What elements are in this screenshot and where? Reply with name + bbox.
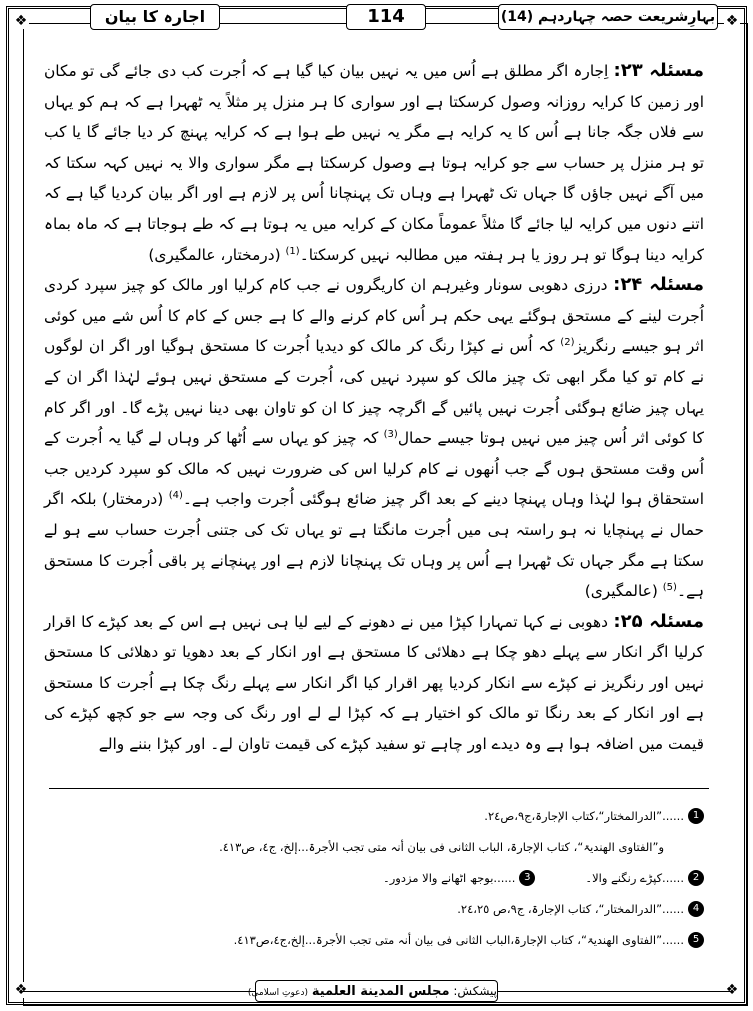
- footnote-item: [44, 831, 704, 862]
- footnote-ref: (4): [168, 490, 183, 502]
- masala-text: دھوبی نے کہا تمہارا کپڑا میں نے دھونے کے لیے لیا ہی نہیں ہے اس کے بعد کپڑے کا اقرار کرلیا اگر انکار سے پہلے دھو چکا ہے دھلائی کا مستحق ہے اور انکار کے بعد دھویا تو دھلائی کا مستحق نہیں اور رنگریز نے کپڑے سے انکار کردیا پھر اقرار کیا اگر انکار سے پہلے رنگ چکا ہے اُجرت کا مستحق ہے اور انکار کے بعد رنگا تو مالک کو اختیار ہے کہ کپڑا لے لے اور رنگ کی وجہ سے جو کچھ کپڑے کی قیمت میں اضافہ ہوا ہے وہ دیدے اور چاہے تو سفید کپڑے کی قیمت تاوان لے۔ اور کپڑا بننے والے: [44, 612, 704, 754]
- footnote-item: [44, 862, 704, 893]
- footnote-ref: (3): [383, 429, 398, 440]
- masala-label: مسئلہ ۲۴:: [613, 274, 704, 296]
- corner-ornament-icon: ❖: [14, 982, 28, 998]
- masala-text: درزی دھوبی سونار وغیرہم ان کاریگروں نے جب کام کرلیا اور مالک کو چیز سپرد کردی اُجرت لینے کے مستحق ہوگئے یہی حکم ہر اُس کام کرنے والے کا ہے جس کے کام کا اُس شے میں کوئی اثر ہو جیسے رنگریز: [44, 276, 704, 356]
- footnote-text: ......”الفتاوی الھندیۃ“، کتاب الإجارۃ،الباب الثانی فی بیان أنہ متی تجب الأجرۃ...إلخ،ج٤،ص٤١٣.: [233, 932, 684, 947]
- footnote-number: 2: [688, 870, 704, 886]
- footnote-number: 5: [688, 932, 704, 948]
- source-citation: (درمختار، عالمگیری): [148, 245, 281, 264]
- source-citation: (عالمگیری): [584, 582, 658, 601]
- page-number: 114: [346, 4, 426, 30]
- publisher-prefix: پیشکش:: [453, 984, 497, 998]
- masala-24: [44, 270, 704, 607]
- masala-25: [44, 607, 704, 760]
- footnote-item: [44, 893, 704, 924]
- masala-label: مسئلہ ۲۳:: [613, 60, 704, 81]
- footnotes: [44, 800, 704, 955]
- footnote-text: و”الفتاوی الھندیۃ“، کتاب الإجارۃ، الباب الثانی فی بیان أنہ متی تجب الأجرۃ...إلخ، ج٤، ص٤١٣.: [219, 839, 664, 854]
- footnote-number: 4: [688, 901, 704, 917]
- publisher-box: [247, 980, 498, 1002]
- page-header: [28, 4, 726, 32]
- corner-ornament-icon: ❖: [725, 982, 739, 998]
- footnote-ref: (1): [285, 245, 300, 257]
- corner-ornament-icon: ❖: [725, 13, 739, 29]
- page-footer: [0, 980, 753, 1004]
- publisher-name: مجلس المدينة العلمية: [311, 984, 450, 999]
- footnote-item: [44, 800, 704, 831]
- chapter-title: اجارہ کا بیان: [90, 4, 220, 30]
- footnote-number: 1: [688, 808, 704, 824]
- main-text: [44, 56, 704, 786]
- footnote-ref: (5): [662, 581, 677, 593]
- footnote-text: ......”الدرالمختار“، کتاب الإجارۃ، ج۹،ص ۲٤،۲٥.: [457, 901, 684, 916]
- footnote-number: 3: [519, 870, 535, 886]
- masala-23: [44, 56, 704, 270]
- corner-ornament-icon: ❖: [14, 13, 28, 29]
- masala-text: کہ اُس نے کپڑا رنگ کر مالک کو دیدیا اُجرت کا مستحق ہوگیا اور اگر ان لوگوں نے کام تو کیا مگر ابھی تک چیز مالک کو سپرد نہیں کی، اُجرت کے مستحق نہیں ہوئے لہٰذا اگر ان کے یہاں چیز ضائع ہوگئی اُجرت نہیں پائیں گے اگرچہ چیز کا ان کو تاوان بھی دینا نہیں پڑے گا۔ اور اگر کام کا کوئی اثر اُس چیز میں نہیں ہوتا جیسے حمال: [44, 337, 704, 448]
- masala-text: کہ چیز کو یہاں سے اُٹھا کر وہاں لے گیا یہ اُجرت کے اُس وقت مستحق ہوں گے جب اُنھوں نے کام کرلیا اس کی ضرورت نہیں کہ مالک کو سپرد کردیں جب استحقاق ہوا لہٰذا وہاں پہنچا دینے کے بعد اگر چیز ضائع ہوگئی اُجرت واجب ہے۔: [44, 429, 704, 509]
- footnote-text: ......کپڑے رنگنے والا۔: [585, 870, 684, 885]
- footnote-item: [44, 924, 704, 955]
- masala-label: مسئلہ ۲۵:: [613, 610, 704, 632]
- footnote-text: ......”الدرالمختار“،کتاب الإجارۃ،ج۹،ص۲٤.: [484, 808, 684, 823]
- footnote-divider: [49, 788, 709, 789]
- footnote-text: ......بوجھ اٹھانے والا مزدور۔: [383, 870, 516, 885]
- book-title: بہارِشریعت حصہ چہاردہم (14): [498, 4, 718, 30]
- footnote-ref: (2): [560, 337, 575, 349]
- publisher-sub: (دعوتِ اسلامی): [247, 988, 309, 998]
- masala-text: اِجارہ اگر مطلق ہے اُس میں یہ نہیں بیان کیا گیا ہے کہ اُجرت کب دی جائے گی تو مکان اور زمین کا کرایہ روزانہ وصول کرسکتا ہے اور سواری کا ہر منزل پر مثلاً یہ ٹھہرا ہے کہ ہم کو یہاں سے فلاں جگہ جانا ہے اُس کا یہ کرایہ ہے مگر یہ نہیں طے ہوا ہے کہ کرایہ پہنچ کر دیا جائے گا یا کب تو ہر منزل پر حساب سے جو کرایہ ہوتا ہے وصول کرسکتا ہے مگر سواری والا یہ نہیں کہہ سکتا کہ میں آگے نہیں جاؤں گا جہاں تک ٹھہرا ہے وہاں تک پہنچانا اُس پر لازم ہے اور اگر بیان کردیا گیا ہے کہ اتنے دنوں میں کرایہ لیا جائے گا مثلاً عموماً مکان کے کرایہ میں یہ ہوتا ہے کہ طے ہوجاتا ہے کہ ماہ بماہ کرایہ دینا ہوگا تو ہر روز یا ہر ہفتہ میں مطالبہ نہیں کرسکتا۔: [44, 62, 704, 264]
- masala-text: (درمختار) بلکہ اگر حمال نے پہنچایا نہ ہو راستہ ہی میں اُجرت مانگتا ہے تو یہاں تک کی جتنی اُجرت حساب سے ہو لے سکتا ہے مگر جہاں تک ٹھہرا ہے اُس پر وہاں تک پہنچانا لازم ہے اور پہنچانے پر باقی اُجرت کا مستحق ہے۔: [44, 490, 704, 601]
